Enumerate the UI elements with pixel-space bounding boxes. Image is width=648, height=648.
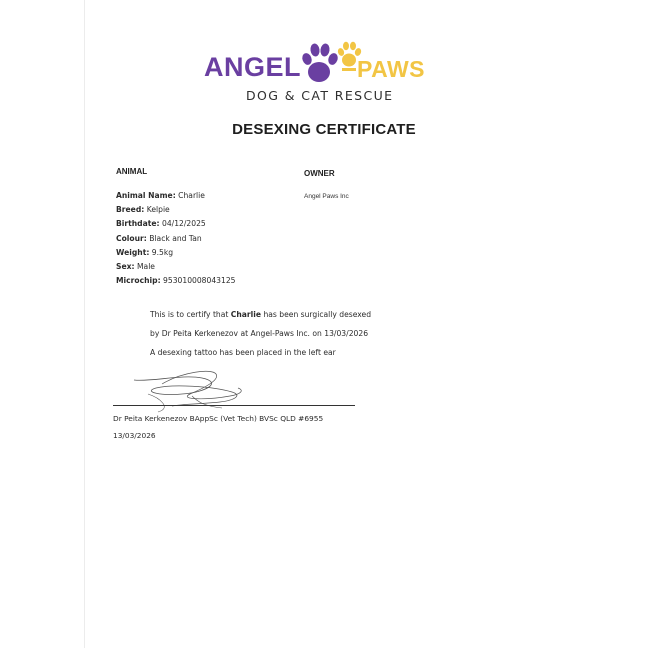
owner-name: Angel Paws Inc [304, 193, 349, 200]
statement-line-3: A desexing tattoo has been placed in the left ear [150, 348, 336, 357]
angel-paws-logo [204, 34, 454, 106]
field-label: Microchip: [116, 276, 161, 286]
animal-heading: ANIMAL [116, 167, 148, 176]
certification-statement [150, 307, 371, 364]
field-sex [116, 260, 236, 274]
field-label: Animal Name: [116, 191, 176, 200]
field-label: Colour: [116, 233, 147, 243]
signatory-name: Dr Peita Kerkenezov BAppSc (Vet Tech) BVSc QLD #6955 [113, 414, 324, 423]
statement-line-1 [150, 307, 371, 326]
field-label: Breed: [116, 205, 145, 215]
paw-print-purple-icon [299, 42, 339, 88]
statement-prefix: This is to certify that [150, 310, 229, 319]
field-colour [116, 232, 236, 246]
certificate-title: DESEXING CERTIFICATE [232, 121, 416, 138]
field-label: Weight: [116, 247, 150, 257]
field-microchip [116, 274, 236, 288]
field-value: Kelpie [146, 205, 170, 215]
logo-brand-left: ANGEL [204, 52, 301, 82]
field-value: 9.5kg [151, 247, 174, 257]
signature-line [113, 405, 355, 406]
page-edge [84, 0, 85, 648]
statement-suffix: has been surgically desexed [263, 310, 372, 319]
logo-brand-right: PAWS [357, 56, 426, 82]
field-birthdate [116, 217, 236, 231]
statement-animal-name: Charlie [230, 310, 262, 319]
field-value: 04/12/2025 [161, 219, 206, 229]
owner-heading: OWNER [304, 169, 335, 178]
field-breed [116, 203, 236, 217]
field-value: Black and Tan [149, 233, 202, 243]
signature-date: 13/03/2026 [113, 431, 156, 440]
field-label: Birthdate: [116, 219, 160, 229]
handwritten-signature [112, 364, 362, 414]
statement-line-2: by Dr Peita Kerkenezov at Angel-Paws Inc. on 13/03/2026 [150, 329, 369, 338]
field-value: 953010008043125 [163, 276, 236, 286]
field-value: Male [136, 261, 155, 271]
field-weight [116, 246, 236, 260]
logo-dash [342, 68, 356, 71]
animal-details [116, 189, 236, 288]
field-label: Sex: [116, 261, 135, 271]
logo-tagline: DOG & CAT RESCUE [246, 88, 394, 103]
field-animal-name [116, 189, 236, 203]
field-value: Charlie [178, 191, 205, 200]
